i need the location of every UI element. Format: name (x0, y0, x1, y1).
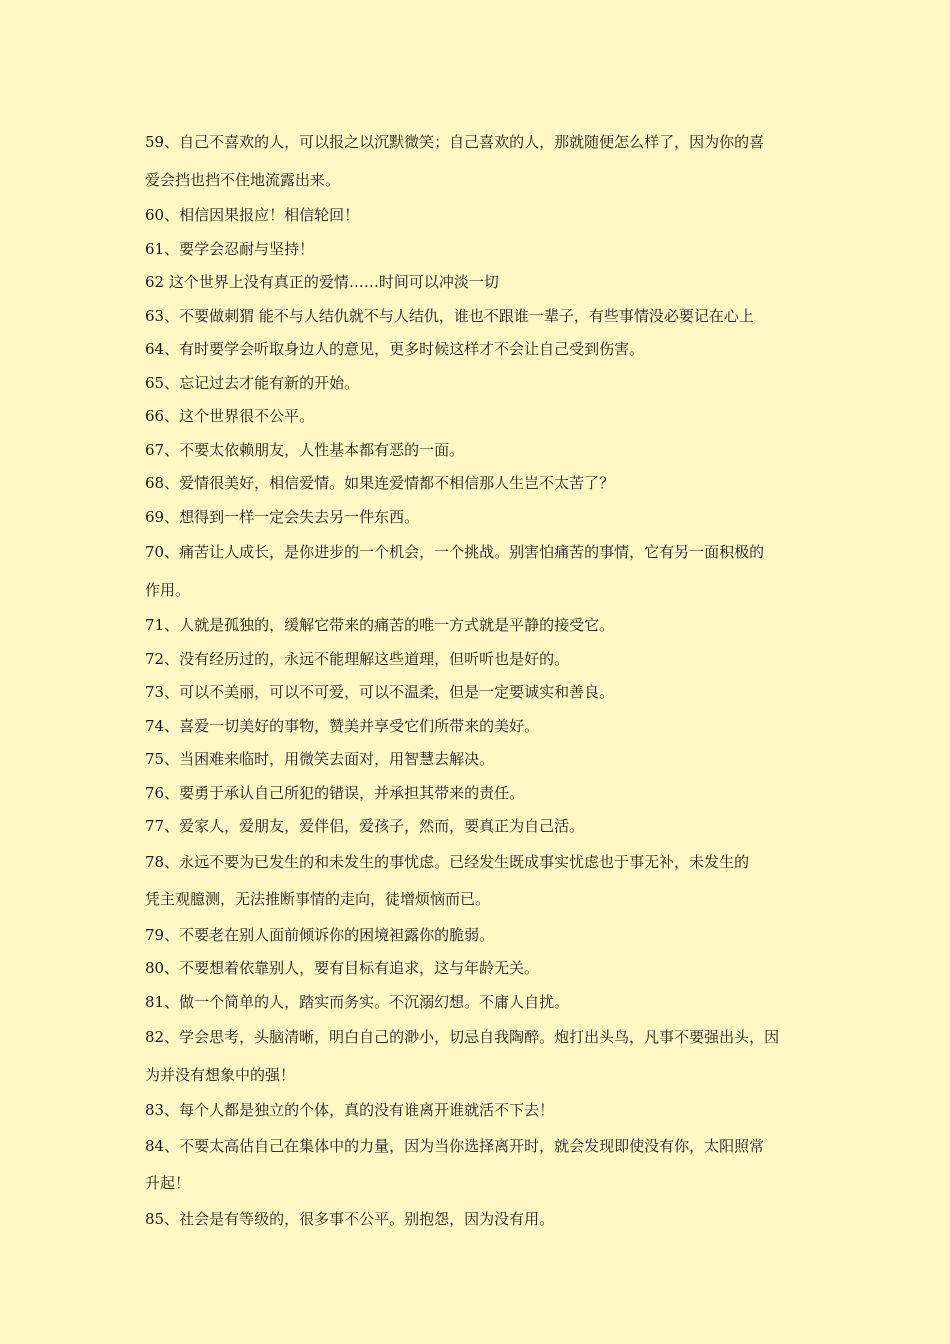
list-item (145, 124, 810, 199)
text-line: 65、忘记过去才能有新的开始。 (145, 373, 360, 392)
list-item (145, 1019, 810, 1094)
list-item (145, 300, 810, 334)
text-line: 80、不要想着依靠别人，要有目标有追求，这与年龄无关。 (145, 959, 540, 977)
text-line: 84、不要太高估自己在集体中的力量，因为当你选择离开时，就会发现即使没有你，太阳照常 (145, 1136, 765, 1155)
text-line: 66、这个世界很不公平。 (145, 407, 315, 425)
text-line: 67、不要太依赖朋友，人性基本都有恶的一面。 (145, 440, 465, 459)
text-line: 62 这个世界上没有真正的爱情……时间可以冲淡一切 (145, 273, 499, 291)
list-item (145, 810, 810, 844)
list-item (145, 1128, 810, 1203)
list-item (145, 266, 810, 300)
text-line: 79、不要老在别人面前倾诉你的困境袒露你的脆弱。 (145, 925, 495, 944)
text-line: 70、痛苦让人成长，是你进步的一个机会，一个挑战。别害怕痛苦的事情，它有另一面积极的 (145, 543, 765, 561)
text-line: 68、爱情很美好，相信爱情。如果连爱情都不相信那人生岂不太苦了？ (145, 474, 615, 492)
list-item (145, 676, 810, 710)
list-item (145, 467, 810, 501)
text-line: 75、当困难来临时，用微笑去面对，用智慧去解决。 (145, 750, 495, 768)
list-item (145, 199, 810, 233)
list-item (145, 844, 810, 919)
text-line: 76、要勇于承认自己所犯的错误，并承担其带来的责任。 (145, 783, 525, 802)
text-line: 作用。 (145, 580, 191, 599)
list-item (145, 609, 810, 643)
list-item (145, 434, 810, 468)
text-line: 64、有时要学会听取身边人的意见，更多时候这样才不会让自己受到伤害。 (145, 340, 645, 358)
list-item (145, 501, 810, 535)
text-line: 为并没有想象中的强！ (145, 1065, 296, 1084)
list-item (145, 367, 810, 401)
list-item (145, 534, 810, 609)
text-line: 69、想得到一样一定会失去另一件东西。 (145, 507, 420, 526)
text-line: 升起！ (145, 1174, 191, 1192)
text-line: 85、社会是有等级的，很多事不公平。别抱怨，因为没有用。 (145, 1209, 555, 1228)
text-line: 82、学会思考，头脑清晰，明白自己的渺小，切忌自我陶醉。炮打出头鸟，凡事不要强出头，因 (145, 1028, 780, 1046)
list-item (145, 710, 810, 744)
list-item (145, 986, 810, 1020)
text-line: 74、喜爱一切美好的事物，赞美并享受它们所带来的美好。 (145, 716, 540, 735)
text-line: 爱会挡也挡不住地流露出来。 (145, 170, 341, 189)
list-item (145, 233, 810, 267)
list-item (145, 777, 810, 811)
text-line: 61、要学会忍耐与坚持！ (145, 239, 315, 258)
text-line: 81、做一个简单的人，踏实而务实。不沉溺幻想。不庸人自扰。 (145, 992, 570, 1011)
text-line: 73、可以不美丽，可以不可爱，可以不温柔，但是一定要诚实和善良。 (145, 683, 615, 701)
list-item (145, 400, 810, 434)
text-line: 78、永远不要为已发生的和未发生的事忧虑。已经发生既成事实忧虑也于事无补，未发生的 (145, 852, 750, 871)
list-item (145, 952, 810, 986)
list-item (145, 1203, 810, 1237)
document-page (145, 124, 810, 1236)
text-line: 72、没有经历过的，永远不能理解这些道理，但听听也是好的。 (145, 649, 570, 668)
list-item (145, 1094, 810, 1128)
text-line: 60、相信因果报应！相信轮回！ (145, 206, 360, 224)
text-line: 71、人就是孤独的，缓解它带来的痛苦的唯一方式就是平静的接受它。 (145, 616, 615, 634)
text-line: 63、不要做刺猬 能不与人结仇就不与人结仇，谁也不跟谁一辈子，有些事情没必要记在心上 (145, 306, 754, 325)
list-item (145, 743, 810, 777)
text-line: 77、爱家人，爱朋友，爱伴侣，爱孩子，然而，要真正为自己活。 (145, 817, 585, 835)
text-line: 59、自己不喜欢的人，可以报之以沉默微笑；自己喜欢的人，那就随便怎么样了，因为你的喜 (145, 133, 765, 151)
text-line: 凭主观臆测，无法推断事情的走向，徒增烦恼而已。 (145, 890, 491, 908)
list-item (145, 919, 810, 953)
text-line: 83、每个人都是独立的个体，真的没有谁离开谁就活不下去！ (145, 1101, 555, 1119)
list-item (145, 333, 810, 367)
list-item (145, 643, 810, 677)
